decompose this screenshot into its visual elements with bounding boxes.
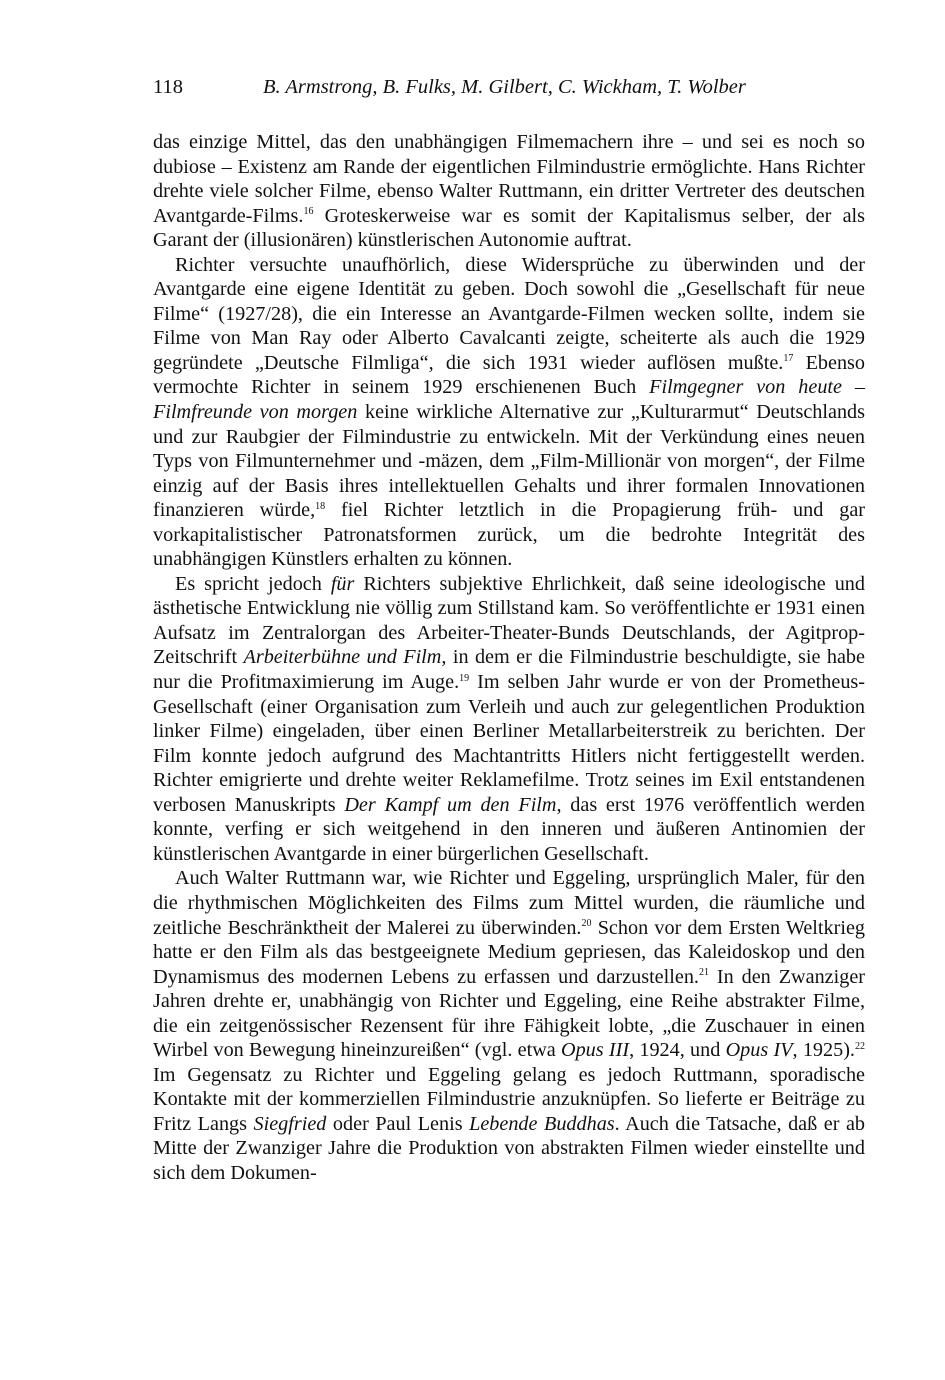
paragraph xyxy=(153,253,865,572)
italic-title: Opus III xyxy=(561,1039,630,1062)
text-run: Richter versuchte unaufhörlich, diese Widersprüche zu überwinden und der Avantgarde eine eigene Identität zu geben. Doch sowohl die „Gesellschaft für neue Filme“ (1927/28), die ein Interesse an Avantgarde-Filmen wecken sollte, indem sie Filme von Man Ray oder Alberto Cavalcanti zeigte, scheiterte als auch die 1929 gegründete „Deutsche Filmliga“, die sich 1931 wieder auflösen mußte. xyxy=(153,253,865,374)
footnote-marker: 17 xyxy=(783,353,794,365)
text-run: , 1925). xyxy=(792,1039,855,1062)
paragraph xyxy=(153,130,865,253)
text-run: , 1924, und xyxy=(629,1039,726,1062)
text-run: , das erst 1976 veröffentlich werden konnte, verfing er sich weitgehend in den inneren und äußeren Antinomien der künstlerischen Avantgarde in einer bürgerlichen Gesellschaft. xyxy=(153,793,865,865)
text-run: Auch Walter Ruttmann war, wie Richter und Eggeling, ursprünglich Maler, für den die rhythmischen Möglichkeiten des Films zum Mittel wurden, die räumliche und zeitliche Beschränktheit der Malerei zu überwinden. xyxy=(153,867,865,939)
footnote-marker: 21 xyxy=(698,967,709,979)
book-page xyxy=(153,76,865,1186)
italic-title: Opus IV xyxy=(725,1039,793,1062)
italic-title: für xyxy=(330,572,355,595)
paragraph xyxy=(153,866,865,1185)
text-run: oder Paul Lenis xyxy=(326,1112,470,1135)
footnote-marker: 22 xyxy=(854,1040,865,1052)
italic-title: Der Kampf um den Film xyxy=(344,793,557,816)
footnote-marker: 18 xyxy=(315,500,326,512)
text-run: Im selben Jahr wurde er von der Prometheus-Gesellschaft (einer Organisation zum Verleih und auch zur gelegentlichen Produktion linker Filme) eingeladen, über einen Berliner Metallarbeiterstreik zu berichten. Der Film konnte jedoch aufgrund des Machtantritts Hitlers nicht fertiggestellt werden. Richter emigrierte und drehte weiter Reklamefilme. Trotz seines im Exil entstandenen verbosen Manuskripts xyxy=(153,671,865,816)
text-run: das einzige Mittel, das den unabhängigen Filmemachern ihre – und sei es noch so dubiose – Existenz am Rande der eigentlichen Filmindustrie ermöglichte. Hans Richter drehte viele solcher Filme, ebenso Walter Ruttmann, ein dritter Vertreter des deutschen Avantgarde-Films. xyxy=(153,131,865,227)
page-number: 118 xyxy=(153,76,183,98)
italic-title: Arbeiterbühne und Film xyxy=(243,646,442,669)
italic-title: Lebende Buddhas xyxy=(469,1112,615,1135)
paragraph xyxy=(153,572,865,867)
text-run: . Auch die Tatsache, daß er ab Mitte der Zwanziger Jahre die Produktion von abstrakten Filmen wieder einstellte und sich dem Dokumen- xyxy=(153,1112,865,1184)
text-run: fiel Richter letztlich in die Propagierung früh- und gar vorkapitalistischer Patronatsformen zurück, um die bedrohte Integrität des unabhängigen Künstlers erhalten zu können. xyxy=(153,499,865,571)
running-head-authors: B. Armstrong, B. Fulks, M. Gilbert, C. Wickham, T. Wolber xyxy=(263,76,746,98)
text-run: , in dem er die Filmindustrie beschuldigte, sie habe nur die Profitmaximierung im Auge. xyxy=(153,646,865,694)
italic-title: Siegfried xyxy=(253,1112,327,1135)
text-run: In den Zwanziger Jahren drehte er, unabhängig von Richter und Eggeling, eine Reihe abstrakter Filme, die ein zeitgenössischer Rezensent für ihre Fähigkeit lobte, „die Zuschauer in einen Wirbel von Bewegung hineinzureißen“ (vgl. etwa xyxy=(153,965,866,1062)
text-run: Richters subjektive Ehrlichkeit, daß seine ideologische und ästhetische Entwicklung nie völlig zum Stillstand kam. So veröffentlichte er 1931 einen Aufsatz im Zentralorgan des Arbeiter-Theater-Bunds Deutschlands, der Agitprop-Zeitschrift xyxy=(153,572,865,669)
body-text xyxy=(153,130,865,1186)
italic-title: Filmgegner von heute – Filmfreunde von morgen xyxy=(153,376,865,424)
text-run: Im Gegensatz zu Richter und Eggeling gelang es jedoch Ruttmann, sporadische Kontakte mit der kommerziellen Filmindustrie anzuknüpfen. So lieferte er Beiträge zu Fritz Langs xyxy=(153,1063,865,1135)
text-run: Es spricht jedoch xyxy=(175,572,331,595)
footnote-marker: 16 xyxy=(303,206,314,218)
text-run: keine wirkliche Alternative zur „Kulturarmut“ Deutschlands und zur Raubgier der Filmindustrie zu entwickeln. Mit der Verkündung eines neuen Typs von Filmunternehmer und -mäzen, dem „Film-Millionär von morgen“, der Filme einzig auf der Basis ihres intellektuellen Gehalts und ihrer formalen Innovationen finanzieren würde, xyxy=(153,401,865,522)
footnote-marker: 19 xyxy=(459,672,470,684)
footnote-marker: 20 xyxy=(581,918,592,929)
text-run: Ebenso vermochte Richter in seinem 1929 erschienenen Buch xyxy=(153,351,865,399)
page-header xyxy=(153,76,865,112)
text-run: Schon vor dem Ersten Weltkrieg hatte er den Film als das bestgeeignete Medium gepriesen, das Kaleidoskop und den Dynamismus des modernen Lebens zu erfassen und darzustellen. xyxy=(153,916,865,988)
text-run: Groteskerweise war es somit der Kapitalismus selber, der als Garant der (illusionären) künstlerischen Autonomie auftrat. xyxy=(153,204,865,252)
